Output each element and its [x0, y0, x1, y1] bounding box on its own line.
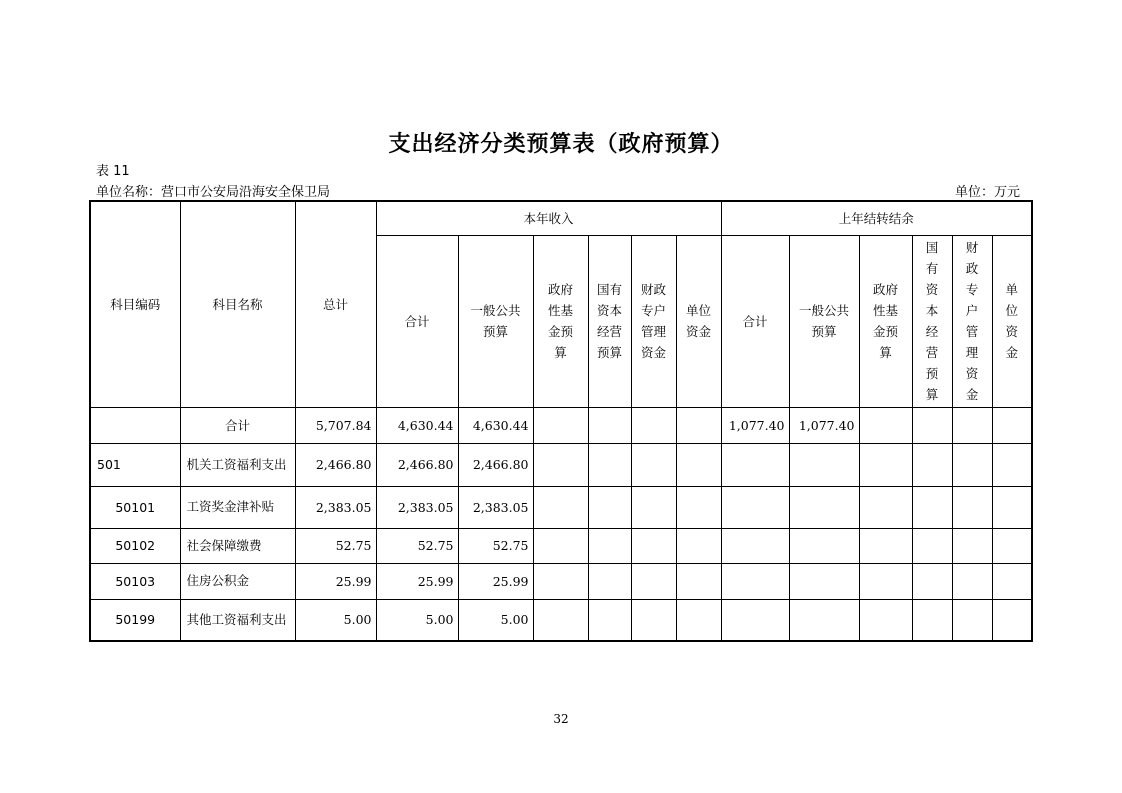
empty-cell [676, 599, 721, 641]
empty-cell [588, 486, 631, 528]
budget-table [89, 200, 1033, 642]
carry-general-cell [789, 599, 859, 641]
empty-cell [676, 528, 721, 563]
page-title: 支出经济分类预算表（政府预算） [388, 132, 734, 157]
empty-cell [912, 443, 952, 486]
current-general-cell: 25.99 [458, 563, 533, 599]
code-cell: 50102 [90, 528, 180, 563]
empty-cell [631, 443, 676, 486]
table-number: 表 11 [96, 164, 130, 179]
empty-cell [588, 407, 631, 443]
current-total-cell: 2,383.05 [376, 486, 458, 528]
empty-cell [588, 528, 631, 563]
name-cell: 社会保障缴费 [180, 528, 295, 563]
carry-general-cell [789, 528, 859, 563]
empty-cell [859, 528, 912, 563]
carry-general-cell [789, 486, 859, 528]
total-cell: 52.75 [295, 528, 376, 563]
current-general-cell: 2,383.05 [458, 486, 533, 528]
empty-cell [676, 443, 721, 486]
empty-cell [992, 443, 1032, 486]
current-general-cell: 2,466.80 [458, 443, 533, 486]
carry-total-cell [721, 486, 789, 528]
empty-cell [992, 407, 1032, 443]
code-cell [90, 407, 180, 443]
carry-col-1: 一般公共 预算 [789, 235, 859, 407]
empty-cell [588, 443, 631, 486]
header-total: 总计 [295, 201, 376, 407]
page-number: 32 [553, 712, 569, 726]
current-col-0: 合计 [376, 235, 458, 407]
empty-cell [859, 486, 912, 528]
empty-cell [859, 563, 912, 599]
empty-cell [912, 599, 952, 641]
name-cell: 机关工资福利支出 [180, 443, 295, 486]
table-row [90, 599, 1032, 641]
empty-cell [588, 563, 631, 599]
empty-cell [952, 563, 992, 599]
empty-cell [952, 599, 992, 641]
total-cell: 5.00 [295, 599, 376, 641]
empty-cell [631, 563, 676, 599]
empty-cell [952, 407, 992, 443]
empty-cell [859, 443, 912, 486]
empty-cell [676, 563, 721, 599]
name-cell: 住房公积金 [180, 563, 295, 599]
current-col-3: 国有 资本 经营 预算 [588, 235, 631, 407]
carry-total-cell [721, 599, 789, 641]
carry-general-cell [789, 443, 859, 486]
empty-cell [952, 486, 992, 528]
empty-cell [676, 407, 721, 443]
name-cell: 其他工资福利支出 [180, 599, 295, 641]
empty-cell [631, 599, 676, 641]
table-row [90, 443, 1032, 486]
name-cell: 合计 [180, 407, 295, 443]
empty-cell [533, 407, 588, 443]
carry-col-2: 政府 性基 金预 算 [859, 235, 912, 407]
total-cell: 25.99 [295, 563, 376, 599]
carry-total-cell: 1,077.40 [721, 407, 789, 443]
current-general-cell: 4,630.44 [458, 407, 533, 443]
empty-cell [912, 563, 952, 599]
empty-cell [533, 443, 588, 486]
total-cell: 5,707.84 [295, 407, 376, 443]
carry-col-4: 财 政 专 户 管 理 资 金 [952, 235, 992, 407]
carry-col-5: 单 位 资 金 [992, 235, 1032, 407]
empty-cell [992, 563, 1032, 599]
empty-cell [631, 486, 676, 528]
table-row [90, 528, 1032, 563]
empty-cell [533, 599, 588, 641]
carry-total-cell [721, 528, 789, 563]
code-cell: 501 [90, 443, 180, 486]
header-name: 科目名称 [180, 201, 295, 407]
empty-cell [912, 486, 952, 528]
carry-col-3: 国 有 资 本 经 营 预 算 [912, 235, 952, 407]
empty-cell [992, 486, 1032, 528]
header-code: 科目编码 [90, 201, 180, 407]
current-col-2: 政府 性基 金预 算 [533, 235, 588, 407]
current-col-5: 单位 资金 [676, 235, 721, 407]
empty-cell [533, 563, 588, 599]
empty-cell [631, 528, 676, 563]
carry-general-cell [789, 563, 859, 599]
carry-total-cell [721, 563, 789, 599]
table-row [90, 563, 1032, 599]
empty-cell [912, 528, 952, 563]
header-carryover: 上年结转结余 [721, 201, 1032, 235]
carry-col-0: 合计 [721, 235, 789, 407]
empty-cell [859, 407, 912, 443]
current-general-cell: 52.75 [458, 528, 533, 563]
current-total-cell: 52.75 [376, 528, 458, 563]
unit-name: 单位名称：营口市公安局沿海安全保卫局 [96, 185, 331, 200]
code-cell: 50199 [90, 599, 180, 641]
empty-cell [631, 407, 676, 443]
current-total-cell: 4,630.44 [376, 407, 458, 443]
empty-cell [992, 599, 1032, 641]
empty-cell [859, 599, 912, 641]
empty-cell [676, 486, 721, 528]
name-cell: 工资奖金津补贴 [180, 486, 295, 528]
current-col-4: 财政 专户 管理 资金 [631, 235, 676, 407]
total-cell: 2,466.80 [295, 443, 376, 486]
current-total-cell: 5.00 [376, 599, 458, 641]
current-total-cell: 25.99 [376, 563, 458, 599]
table-row [90, 407, 1032, 443]
empty-cell [952, 443, 992, 486]
carry-general-cell: 1,077.40 [789, 407, 859, 443]
current-total-cell: 2,466.80 [376, 443, 458, 486]
current-col-1: 一般公共 预算 [458, 235, 533, 407]
empty-cell [588, 599, 631, 641]
empty-cell [533, 486, 588, 528]
code-cell: 50101 [90, 486, 180, 528]
unit-label: 单位：万元 [954, 185, 1020, 200]
current-general-cell: 5.00 [458, 599, 533, 641]
code-cell: 50103 [90, 563, 180, 599]
total-cell: 2,383.05 [295, 486, 376, 528]
empty-cell [912, 407, 952, 443]
carry-total-cell [721, 443, 789, 486]
header-current-income: 本年收入 [376, 201, 721, 235]
table-row [90, 486, 1032, 528]
empty-cell [992, 528, 1032, 563]
empty-cell [533, 528, 588, 563]
empty-cell [952, 528, 992, 563]
